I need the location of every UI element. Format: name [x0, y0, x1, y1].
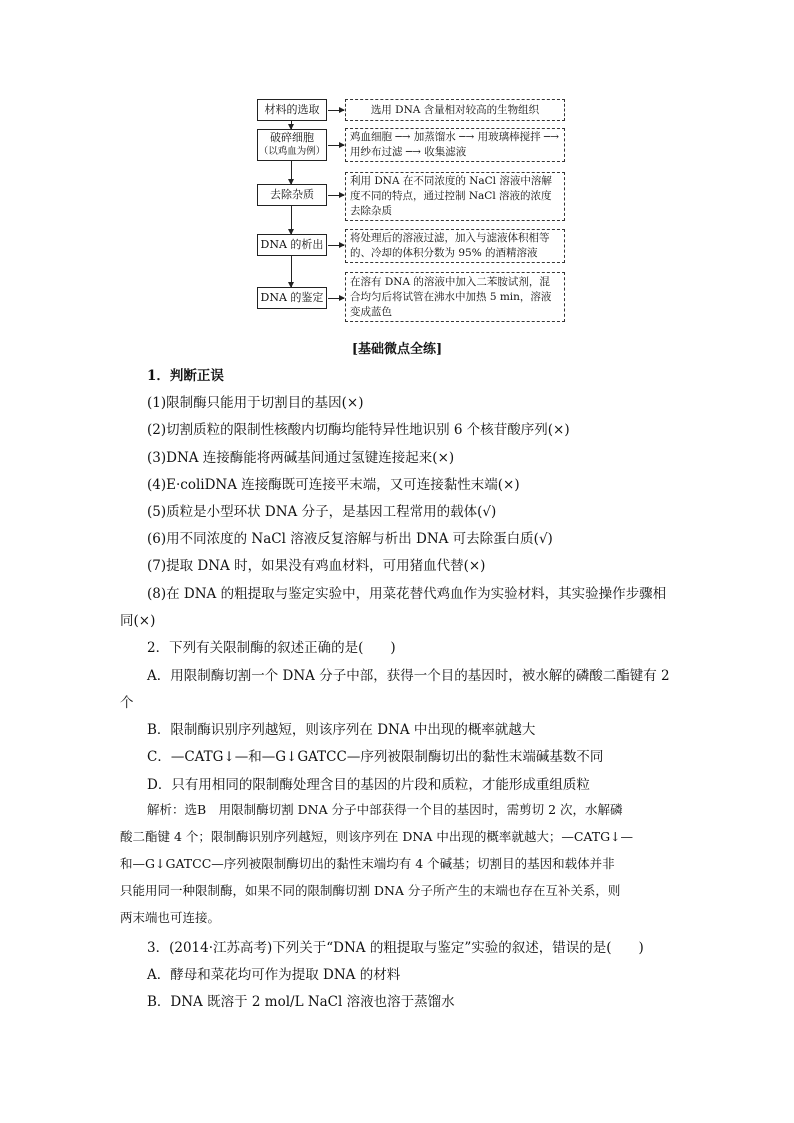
down-arrow-icon — [291, 256, 292, 287]
step-desc-material — [345, 99, 565, 121]
q2-analysis-line: 和—G↓GATCC—序列被限制酶切出的黏性末端均有 4 个碱基；切割目的基因和载体并非 — [120, 856, 615, 871]
desc-text: 鸡血细胞 ─→ 加蒸馏水 ─→ 用玻璃棒搅拌 ─→ 用纱布过滤 ─→ 收集滤液 — [350, 131, 560, 158]
q1-item: (4)E·coliDNA 连接酶既可连接平末端，又可连接黏性末端(×) — [147, 477, 520, 493]
step-label: 材料的选取 — [264, 103, 320, 116]
down-arrow-icon — [291, 161, 292, 184]
step-label: DNA 的析出 — [260, 238, 324, 251]
step-desc-remove-impurities — [345, 172, 565, 221]
down-arrow-icon — [291, 121, 292, 129]
desc-text: 选用 DNA 含量相对较高的生物组织 — [370, 103, 540, 116]
q2-option-a-cont: 个 — [120, 695, 134, 711]
q3-stem: 3．(2014·江苏高考)下列关于“DNA 的粗提取与鉴定”实验的叙述，错误的是( ) — [147, 940, 644, 956]
q1-item: (8)在 DNA 的粗提取与鉴定实验中，用菜花替代鸡血作为实验材料，其实验操作步骤相 — [147, 586, 667, 602]
step-remove-impurities — [257, 184, 327, 206]
desc-text: 利用 DNA 在不同浓度的 NaCl 溶液中溶解度不同的特点，通过控制 NaCl 溶液的浓度去除杂质 — [350, 175, 552, 217]
down-arrow-icon — [291, 206, 292, 234]
q1-item: (7)提取 DNA 时，如果没有鸡血材料，可用猪血代替(×) — [147, 558, 486, 574]
step-sublabel: （以鸡血为例） — [258, 146, 326, 157]
step-break-cells — [257, 129, 327, 161]
desc-text: 将处理后的溶液过滤，加入与滤液体积相等的、冷却的体积分数为 95% 的酒精溶液 — [350, 232, 550, 259]
q1-item: (5)质粒是小型环状 DNA 分子，是基因工程常用的载体(√) — [147, 504, 497, 520]
q2-analysis-line: 酸二酯键 4 个；限制酶识别序列越短，则该序列在 DNA 中出现的概率就越大；—CATG↓— — [120, 829, 634, 844]
q2-option-c: C．—CATG↓—和—G↓GATCC—序列被限制酶切出的黏性末端碱基数不同 — [147, 749, 604, 765]
q2-option-d: D．只有用相同的限制酶处理含目的基因的片段和质粒，才能形成重组质粒 — [147, 777, 590, 793]
q1-item: (6)用不同浓度的 NaCl 溶液反复溶解与析出 DNA 可去除蛋白质(√) — [147, 531, 553, 547]
q2-analysis-line: 只能用同一种限制酶，如果不同的限制酶切割 DNA 分子所产生的末端也存在互补关系，则 — [120, 883, 621, 898]
section-caption: [基础微点全练] — [351, 342, 443, 357]
q3-option-a: A．酵母和菜花均可作为提取 DNA 的材料 — [147, 967, 401, 983]
q2-analysis-line: 解析：选B 用限制酶切割 DNA 分子中部获得一个目的基因时，需剪切 2 次，水解磷 — [147, 802, 623, 817]
right-arrow-icon — [328, 110, 344, 111]
q2-option-a: A．用限制酶切割一个 DNA 分子中部，获得一个目的基因时，被水解的磷酸二酯键有 2 — [147, 668, 670, 684]
step-label: DNA 的鉴定 — [260, 291, 324, 304]
q1-item: (2)切割质粒的限制性核酸内切酶均能特异性地识别 6 个核苷酸序列(×) — [147, 422, 570, 438]
step-dna-precipitation — [257, 234, 327, 256]
step-desc-identification — [345, 272, 565, 322]
step-label: 去除杂质 — [270, 188, 314, 201]
q1-title: 1．判断正误 — [147, 368, 224, 384]
desc-text: 在溶有 DNA 的溶液中加入二苯胺试剂，混合均匀后将试管在沸水中加热 5 min，溶液变成蓝色 — [350, 275, 552, 318]
step-material-selection — [257, 99, 327, 121]
dna-extraction-flowchart — [257, 99, 569, 324]
q2-option-b: B．限制酶识别序列越短，则该序列在 DNA 中出现的概率就越大 — [147, 722, 536, 738]
step-desc-break-cells — [345, 128, 565, 162]
q3-option-b: B．DNA 既溶于 2 mol/L NaCl 溶液也溶于蒸馏水 — [147, 994, 455, 1010]
right-arrow-icon — [328, 195, 344, 196]
step-label: 破碎细胞 — [270, 131, 314, 144]
right-arrow-icon — [328, 145, 344, 146]
step-dna-identification — [257, 287, 327, 309]
right-arrow-icon — [328, 245, 344, 246]
q1-item: (1)限制酶只能用于切割目的基因(×) — [147, 395, 364, 411]
q1-item: 同(×) — [120, 613, 156, 629]
q2-stem: 2．下列有关限制酶的叙述正确的是( ) — [147, 640, 396, 656]
step-desc-precipitation — [345, 229, 565, 263]
q2-analysis-line: 两末端也可连接。 — [120, 910, 221, 925]
q1-item: (3)DNA 连接酶能将两碱基间通过氢键连接起来(×) — [147, 450, 455, 466]
right-arrow-icon — [328, 298, 344, 299]
